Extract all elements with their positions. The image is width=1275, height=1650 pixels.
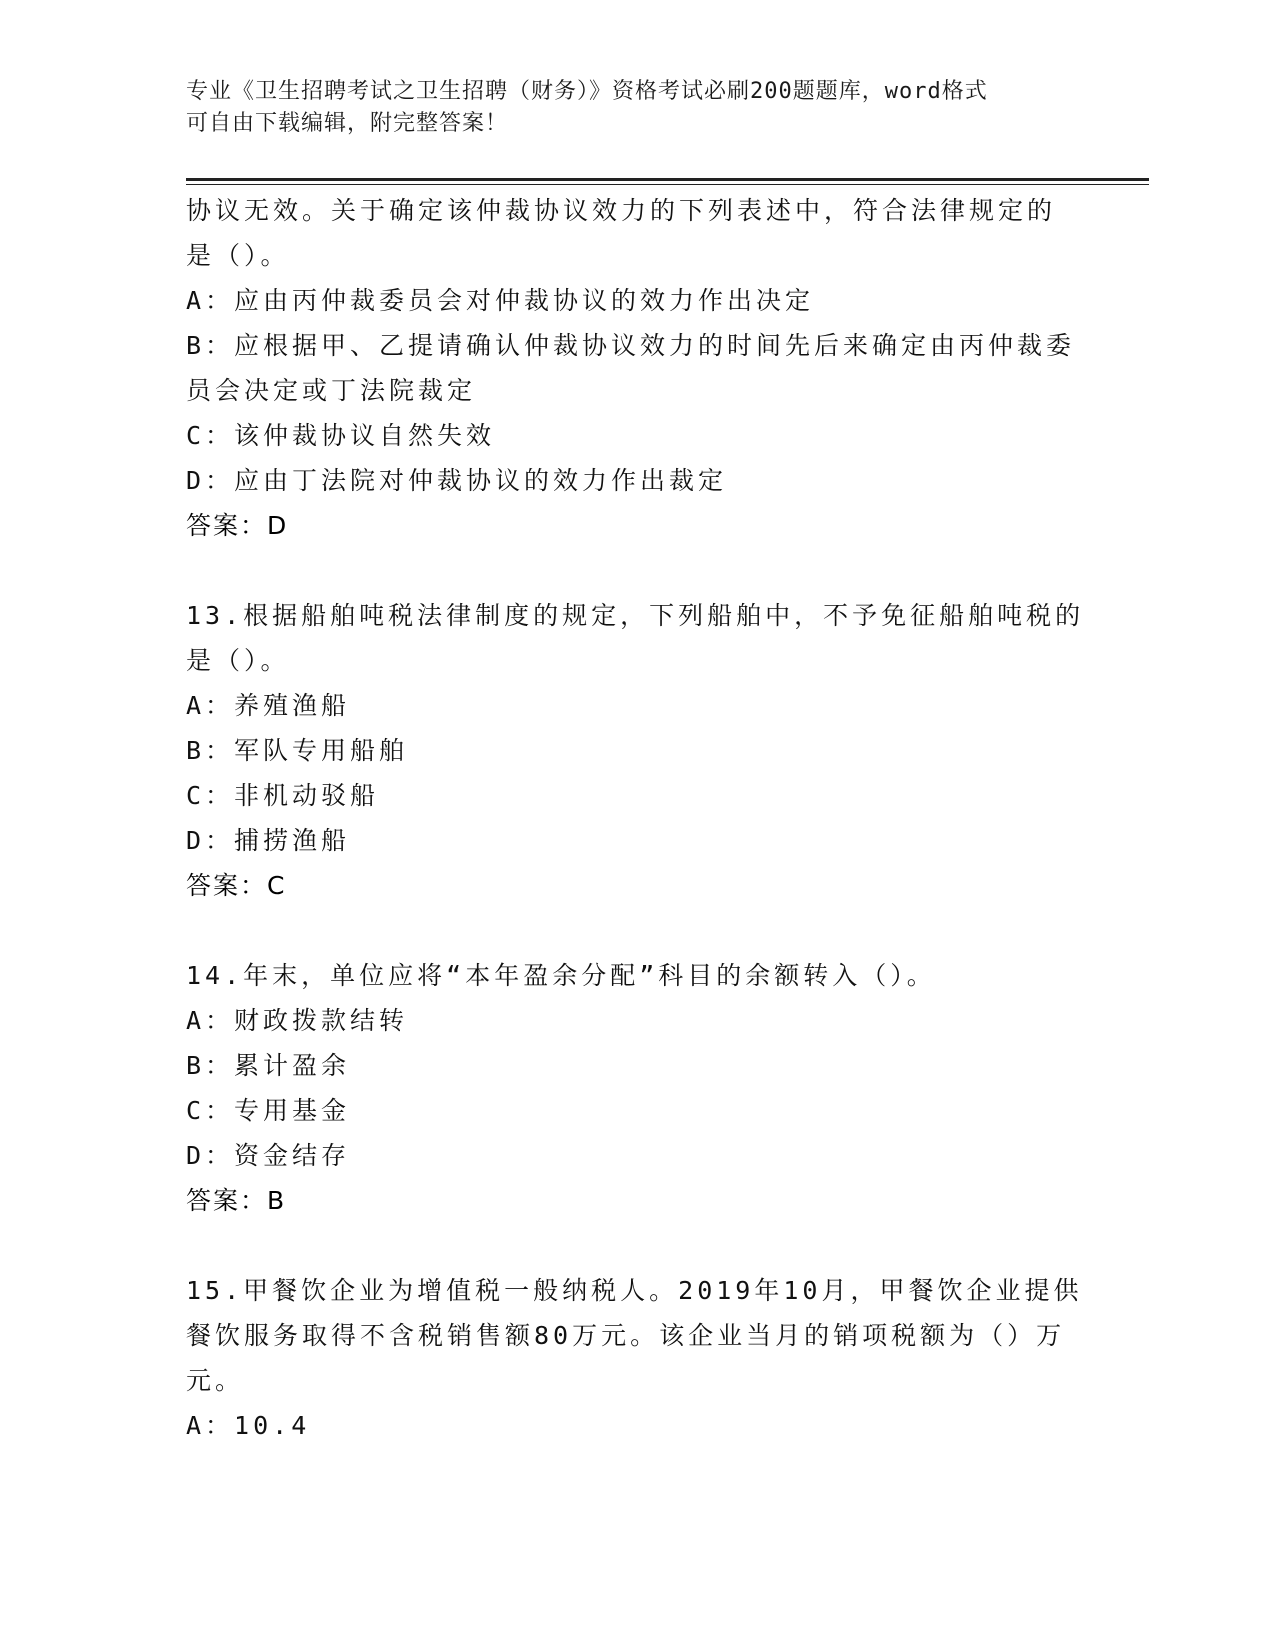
spacer	[186, 1223, 1086, 1268]
question-stem: 13.根据船舶吨税法律制度的规定，下列船舶中，不予免征船舶吨税的	[186, 601, 1085, 630]
option-a: A：10.4	[186, 1411, 311, 1440]
option-a: A：应由丙仲裁委员会对仲裁协议的效力作出决定	[186, 286, 815, 315]
answer: 答案：C	[186, 871, 287, 900]
spacer	[186, 908, 1086, 953]
question-list	[186, 188, 1086, 1448]
question-15	[186, 1268, 1086, 1448]
document-header	[186, 76, 1066, 140]
option-c: C：专用基金	[186, 1096, 351, 1125]
option-a: A：财政拨款结转	[186, 1006, 409, 1035]
option-a: A：养殖渔船	[186, 691, 351, 720]
question-stem: 协议无效。关于确定该仲裁协议效力的下列表述中，符合法律规定的	[186, 196, 1057, 225]
question-13	[186, 593, 1086, 908]
option-b: B：累计盈余	[186, 1051, 351, 1080]
header-title-line-2: 可自由下载编辑，附完整答案！	[186, 111, 509, 136]
option-d: D：捕捞渔船	[186, 826, 351, 855]
option-c: C：该仲裁协议自然失效	[186, 421, 496, 450]
option-b: B：应根据甲、乙提请确认仲裁协议效力的时间先后来确定由丙仲裁委	[186, 331, 1076, 360]
option-c: C：非机动驳船	[186, 781, 380, 810]
question-stem: 元。	[186, 1366, 245, 1395]
question-14	[186, 953, 1086, 1223]
answer: 答案：D	[186, 511, 289, 540]
spacer	[186, 548, 1086, 593]
question-stem: 是（）。	[186, 241, 290, 270]
option-d: D：资金结存	[186, 1141, 351, 1170]
question-stem: 15.甲餐饮企业为增值税一般纳税人。2019年10月，甲餐饮企业提供	[186, 1276, 1083, 1305]
header-divider-thin	[186, 184, 1149, 185]
option-b: B：军队专用船舶	[186, 736, 409, 765]
option-b-continued: 员会决定或丁法院裁定	[186, 376, 477, 405]
header-divider-thick	[186, 178, 1149, 181]
header-title-line-1: 专业《卫生招聘考试之卫生招聘（财务）》资格考试必刷200题题库，word格式	[186, 79, 988, 104]
question-stem: 餐饮服务取得不含税销售额80万元。该企业当月的销项税额为（）万	[186, 1321, 1066, 1350]
question-stem: 14.年末，单位应将“本年盈余分配”科目的余额转入（）。	[186, 961, 936, 990]
question-12	[186, 188, 1086, 548]
answer: 答案：B	[186, 1186, 287, 1215]
option-d: D：应由丁法院对仲裁协议的效力作出裁定	[186, 466, 728, 495]
question-stem: 是（）。	[186, 646, 290, 675]
